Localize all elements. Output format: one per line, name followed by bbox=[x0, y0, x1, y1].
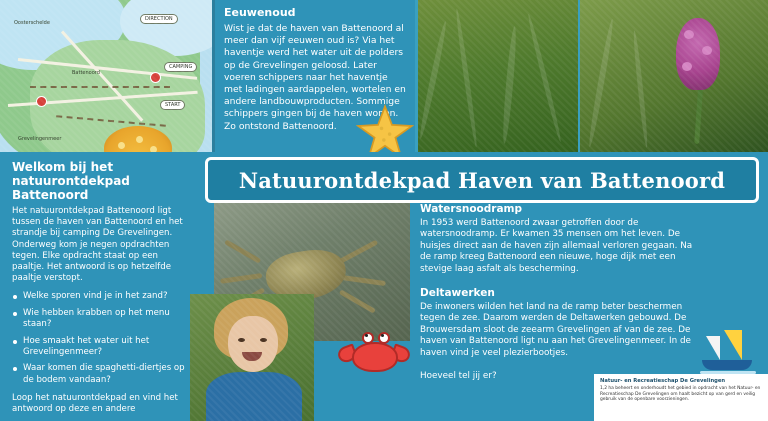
photo-texture bbox=[0, 0, 212, 152]
welkom-panel bbox=[0, 152, 196, 421]
eeuwenoud-heading: Eeuwenoud bbox=[224, 6, 296, 19]
map-pill-label: START bbox=[160, 100, 185, 110]
right-text-column bbox=[420, 203, 702, 393]
watersnood-heading: Watersnoodramp bbox=[420, 203, 523, 215]
welkom-heading: Welkom bij het natuurontdekpad Battenoord bbox=[12, 160, 130, 202]
map-label: Grevelingenmeer bbox=[18, 136, 62, 142]
organisation-body: 1,2 ha beheert en onderhoudt het gebied in opdracht van het Natuur- en Recreatieschap De Grevelingen om haalt bezicht op van gerd en veilig gebruik van de openbare voorzieningen. bbox=[600, 386, 761, 403]
photo-texture bbox=[580, 0, 768, 152]
list-item: Hoe smaakt het water uit het Grevelingenmeer? bbox=[23, 336, 186, 359]
area-map-photo bbox=[0, 0, 215, 152]
page-title bbox=[205, 157, 759, 203]
orchid-photo bbox=[580, 0, 768, 152]
welkom-intro: Het natuurontdekpad Battenoord ligt tussen de haven van Battenoord en het strandje bij camping De Grevelingen. Onderweg kom je negen opdrachten tegen. Elke opdracht staat op een paaltje. Het antwoord is op hetzelfde paaltje verstopt. bbox=[12, 206, 183, 284]
map-label: Battenoord bbox=[72, 70, 100, 76]
welkom-closing: Loop het natuurontdekpad en vind het antwoord op deze en andere bbox=[12, 393, 178, 415]
deltawerken-body: De inwoners wilden het land na de ramp beter beschermen tegen de zee. Daarom werden de Deltawerken gebouwd. De Brouwersdam sloot de zeearm Grevelingen af van de zee. De haven van Battenoord ligt nu aan het Grevelingenmeer. In de haven vind je veel plezierbootjes. bbox=[420, 302, 691, 358]
organisation-logo-box bbox=[594, 374, 768, 421]
eeuwenoud-body: Wist je dat de haven van Battenoord al meer dan vijf eeuwen oud is? Via het haventje werd het water uit de polders op de Grevelingen geloosd. Later voeren schippers naar het haventje met ladingen aardappelen, wortelen en andere landbouwproducten. Sommige schippers gingen bij de haven wonen. Zo ontstond Battenoord. bbox=[224, 23, 406, 132]
child-photo bbox=[190, 294, 314, 421]
map-pill-label: DIRECTION bbox=[140, 14, 178, 24]
deltawerken-question: Hoeveel tel jij er? bbox=[420, 371, 497, 382]
deltawerken-heading: Deltawerken bbox=[420, 287, 495, 300]
map-pill-label: CAMPING bbox=[164, 62, 197, 72]
list-item: Wie hebben krabben op het menu staan? bbox=[23, 308, 186, 331]
watersnood-body: In 1953 werd Battenoord zwaar getroffen door de watersnoodramp. Er kwamen 35 mensen om het leven. De huisjes direct aan de haven zijn allemaal verloren gegaan. Na de ramp kreeg Battenoord een nieuwe, hoge dijk met een stevige laag asfalt als bescherming. bbox=[420, 218, 693, 274]
crab-icon bbox=[338, 330, 408, 378]
welkom-question-list bbox=[12, 291, 186, 386]
grass-photo bbox=[418, 0, 578, 152]
organisation-name: Natuur- en Recreatieschap De Grevelingen bbox=[600, 378, 726, 384]
sailboat-icon bbox=[700, 330, 756, 376]
page-title-text: Natuurontdekpad Haven van Battenoord bbox=[238, 167, 726, 193]
list-item: Waar komen die spaghetti-diertjes op de bodem vandaan? bbox=[23, 363, 185, 385]
photo-texture bbox=[418, 0, 578, 152]
photo-texture bbox=[190, 294, 314, 421]
list-item: Welke sporen vind je in het zand? bbox=[23, 291, 186, 302]
map-label: Oosterschelde bbox=[14, 20, 50, 26]
